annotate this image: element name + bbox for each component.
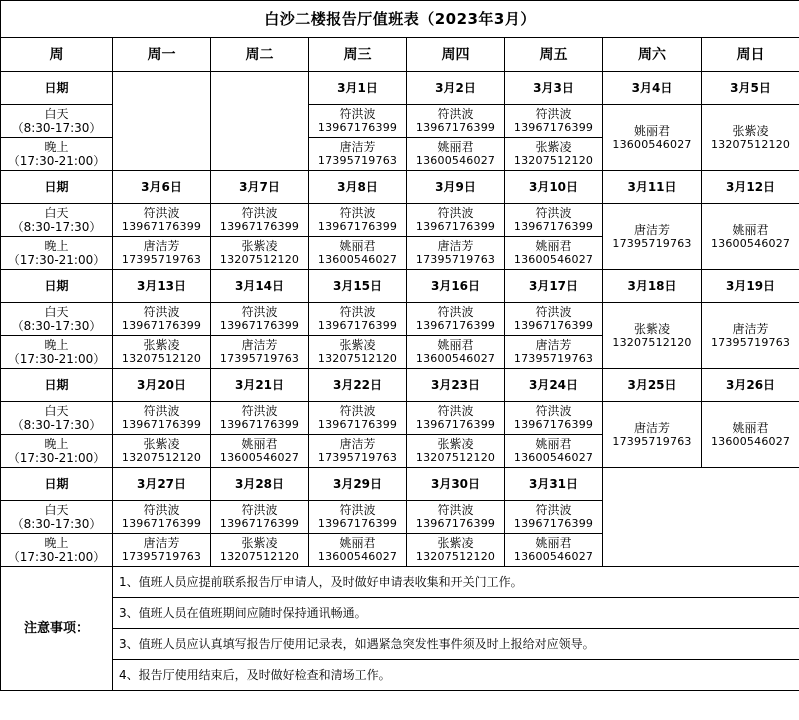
duty-person-phone: 13967176399 (219, 418, 300, 431)
note-item: 3、值班人员应认真填写报告厅使用记录表，如遇紧急突发性事件须及时上报给对应领导。 (113, 629, 799, 660)
duty-slot (407, 336, 505, 369)
date-cell: 3月11日 (603, 171, 702, 204)
date-cell: 3月1日 (309, 72, 407, 105)
day-shift-row (1, 204, 799, 237)
duty-slot (211, 402, 309, 435)
shift-name: 晚上 (44, 239, 69, 253)
duty-slot (407, 138, 505, 171)
day-shift-row (1, 303, 799, 336)
duty-person-name: 符洪波 (535, 107, 572, 121)
duty-person-phone: 13600546027 (513, 451, 594, 464)
shift-time: （8:30-17:30） (11, 319, 102, 333)
duty-person-name: 符洪波 (143, 206, 180, 220)
duty-person-phone: 13967176399 (415, 220, 496, 233)
date-cell: 3月7日 (211, 171, 309, 204)
duty-slot (309, 402, 407, 435)
weekend-duty-slot (603, 402, 702, 468)
duty-person-name: 姚丽君 (732, 222, 769, 237)
date-cell: 3月8日 (309, 171, 407, 204)
duty-person-name: 姚丽君 (535, 239, 572, 253)
duty-slot (505, 105, 603, 138)
date-cell: 3月4日 (603, 72, 702, 105)
date-cell: 3月22日 (309, 369, 407, 402)
duty-slot (113, 237, 211, 270)
duty-slot (113, 336, 211, 369)
day-shift-label (1, 402, 113, 435)
weekend-duty-slot (603, 204, 702, 270)
duty-person-name: 唐洁芳 (143, 239, 180, 253)
duty-slot (309, 204, 407, 237)
duty-slot (211, 336, 309, 369)
shift-name: 白天 (44, 206, 69, 220)
date-cell: 3月12日 (702, 171, 799, 204)
duty-person-phone: 13207512120 (317, 352, 398, 365)
day-header: 周二 (211, 38, 309, 72)
blank-area (603, 468, 799, 567)
duty-person-name: 符洪波 (437, 305, 474, 319)
duty-person-name: 符洪波 (339, 107, 376, 121)
duty-person-phone: 17395719763 (612, 434, 692, 448)
duty-slot (407, 534, 505, 567)
date-row (1, 270, 799, 303)
duty-person-name: 符洪波 (437, 503, 474, 517)
duty-slot (505, 303, 603, 336)
shift-time: （17:30-21:00） (7, 154, 106, 168)
duty-slot (407, 204, 505, 237)
note-item: 4、报告厅使用结束后，及时做好检查和清场工作。 (113, 660, 799, 691)
duty-person-phone: 13600546027 (415, 154, 496, 167)
duty-person-phone: 17395719763 (219, 352, 300, 365)
duty-slot (309, 105, 407, 138)
duty-person-phone: 13967176399 (415, 517, 496, 530)
duty-person-phone: 13600546027 (612, 137, 692, 151)
duty-person-phone: 13600546027 (513, 253, 594, 266)
duty-person-name: 唐洁芳 (633, 222, 670, 237)
duty-person-phone: 13600546027 (710, 434, 791, 448)
note-row (1, 629, 799, 660)
weekend-duty-slot (702, 105, 799, 171)
date-cell: 3月3日 (505, 72, 603, 105)
shift-time: （8:30-17:30） (11, 220, 102, 234)
duty-slot (113, 435, 211, 468)
duty-person-name: 符洪波 (339, 503, 376, 517)
duty-person-name: 张紫凌 (241, 239, 278, 253)
date-cell: 3月21日 (211, 369, 309, 402)
weekend-duty-slot (603, 303, 702, 369)
shift-name: 白天 (44, 503, 69, 517)
night-shift-label (1, 336, 113, 369)
duty-person-phone: 13207512120 (415, 451, 496, 464)
date-cell: 3月2日 (407, 72, 505, 105)
duty-person-phone: 13967176399 (121, 418, 202, 431)
duty-person-phone: 17395719763 (317, 451, 398, 464)
duty-slot (309, 435, 407, 468)
duty-slot (211, 435, 309, 468)
date-cell: 3月25日 (603, 369, 702, 402)
date-cell: 3月16日 (407, 270, 505, 303)
duty-person-phone: 13967176399 (219, 319, 300, 332)
duty-person-phone: 13207512120 (415, 550, 496, 563)
duty-person-name: 唐洁芳 (241, 338, 278, 352)
duty-slot (211, 204, 309, 237)
date-cell: 3月27日 (113, 468, 211, 501)
duty-person-phone: 13967176399 (121, 220, 202, 233)
duty-person-phone: 13967176399 (415, 418, 496, 431)
duty-person-phone: 17395719763 (710, 335, 791, 349)
empty-date-cell (113, 72, 211, 171)
duty-person-name: 姚丽君 (241, 437, 278, 451)
duty-slot (309, 303, 407, 336)
duty-person-name: 符洪波 (535, 206, 572, 220)
night-shift-label (1, 435, 113, 468)
duty-person-phone: 13600546027 (415, 352, 496, 365)
duty-slot (505, 534, 603, 567)
duty-slot (113, 534, 211, 567)
date-cell: 3月24日 (505, 369, 603, 402)
shift-name: 晚上 (44, 338, 69, 352)
duty-person-phone: 13207512120 (219, 253, 300, 266)
duty-slot (505, 501, 603, 534)
weekend-duty-slot (702, 204, 799, 270)
duty-slot (505, 402, 603, 435)
duty-person-phone: 13967176399 (121, 517, 202, 530)
duty-person-name: 唐洁芳 (339, 140, 376, 154)
duty-slot (407, 105, 505, 138)
duty-person-name: 符洪波 (535, 503, 572, 517)
duty-person-phone: 13967176399 (513, 220, 594, 233)
date-row-label: 日期 (1, 468, 113, 501)
duty-person-name: 张紫凌 (143, 437, 180, 451)
duty-person-phone: 13967176399 (415, 319, 496, 332)
date-cell: 3月17日 (505, 270, 603, 303)
date-cell: 3月6日 (113, 171, 211, 204)
duty-slot (211, 501, 309, 534)
date-cell: 3月29日 (309, 468, 407, 501)
duty-person-name: 姚丽君 (339, 239, 376, 253)
date-row (1, 369, 799, 402)
date-row (1, 468, 799, 501)
shift-time: （8:30-17:30） (11, 418, 102, 432)
duty-person-phone: 17395719763 (317, 154, 398, 167)
day-header: 周四 (407, 38, 505, 72)
duty-person-phone: 13600546027 (710, 236, 791, 250)
day-shift-label (1, 204, 113, 237)
date-cell: 3月28日 (211, 468, 309, 501)
duty-person-name: 符洪波 (143, 305, 180, 319)
day-header: 周一 (113, 38, 211, 72)
duty-slot (407, 237, 505, 270)
duty-person-name: 符洪波 (339, 404, 376, 418)
duty-person-phone: 13967176399 (513, 121, 594, 134)
date-cell: 3月18日 (603, 270, 702, 303)
duty-slot (505, 237, 603, 270)
duty-slot (211, 303, 309, 336)
duty-person-phone: 13967176399 (513, 517, 594, 530)
duty-person-name: 张紫凌 (339, 338, 376, 352)
duty-person-name: 姚丽君 (437, 338, 474, 352)
duty-person-name: 姚丽君 (633, 123, 670, 138)
shift-name: 晚上 (44, 140, 69, 154)
duty-person-name: 唐洁芳 (535, 338, 572, 352)
duty-person-phone: 17395719763 (612, 236, 692, 250)
date-cell: 3月10日 (505, 171, 603, 204)
day-header: 周六 (603, 38, 702, 72)
duty-person-name: 张紫凌 (143, 338, 180, 352)
duty-person-phone: 13207512120 (612, 335, 692, 349)
duty-person-name: 张紫凌 (241, 536, 278, 550)
duty-person-name: 姚丽君 (535, 437, 572, 451)
duty-person-phone: 13207512120 (710, 137, 791, 151)
day-shift-label (1, 105, 113, 138)
duty-person-phone: 13600546027 (219, 451, 300, 464)
duty-person-name: 张紫凌 (535, 140, 572, 154)
duty-person-name: 张紫凌 (437, 536, 474, 550)
duty-person-phone: 13207512120 (513, 154, 594, 167)
duty-person-name: 姚丽君 (437, 140, 474, 154)
duty-person-name: 唐洁芳 (732, 321, 769, 336)
empty-date-cell (211, 72, 309, 171)
date-cell: 3月23日 (407, 369, 505, 402)
duty-person-phone: 13967176399 (219, 517, 300, 530)
duty-slot (505, 138, 603, 171)
shift-time: （8:30-17:30） (11, 121, 102, 135)
date-cell: 3月15日 (309, 270, 407, 303)
date-row-label: 日期 (1, 270, 113, 303)
day-header: 周日 (702, 38, 799, 72)
duty-slot (113, 303, 211, 336)
duty-person-name: 符洪波 (339, 206, 376, 220)
duty-person-phone: 17395719763 (415, 253, 496, 266)
duty-person-name: 张紫凌 (633, 321, 670, 336)
duty-slot (309, 336, 407, 369)
duty-slot (113, 501, 211, 534)
date-cell: 3月26日 (702, 369, 799, 402)
duty-person-phone: 13967176399 (513, 319, 594, 332)
weekday-header-row (1, 38, 799, 72)
duty-person-phone: 13967176399 (317, 121, 398, 134)
duty-person-name: 符洪波 (241, 503, 278, 517)
duty-person-phone: 13207512120 (219, 550, 300, 563)
duty-person-name: 符洪波 (437, 404, 474, 418)
duty-person-name: 符洪波 (437, 107, 474, 121)
duty-person-phone: 17395719763 (121, 253, 202, 266)
weekend-duty-slot (702, 303, 799, 369)
duty-slot (211, 534, 309, 567)
duty-person-name: 符洪波 (535, 305, 572, 319)
duty-slot (505, 204, 603, 237)
duty-slot (309, 501, 407, 534)
note-row (1, 567, 799, 598)
duty-slot (505, 336, 603, 369)
date-row (1, 72, 799, 105)
duty-slot (113, 402, 211, 435)
duty-person-name: 符洪波 (143, 404, 180, 418)
duty-person-name: 符洪波 (241, 206, 278, 220)
notes-label: 注意事项： (1, 567, 113, 691)
date-row-label: 日期 (1, 171, 113, 204)
night-shift-label (1, 237, 113, 270)
shift-name: 晚上 (44, 437, 69, 451)
page-title: 白沙二楼报告厅值班表（2023年3月） (1, 1, 799, 38)
duty-slot (407, 501, 505, 534)
duty-person-phone: 13967176399 (317, 319, 398, 332)
duty-person-phone: 17395719763 (121, 550, 202, 563)
date-cell: 3月19日 (702, 270, 799, 303)
weekend-duty-slot (702, 402, 799, 468)
duty-slot (407, 435, 505, 468)
duty-slot (113, 204, 211, 237)
date-cell: 3月31日 (505, 468, 603, 501)
duty-slot (505, 435, 603, 468)
duty-person-phone: 13207512120 (121, 352, 202, 365)
duty-person-phone: 13207512120 (121, 451, 202, 464)
duty-slot (309, 534, 407, 567)
week-label: 周 (1, 38, 113, 72)
duty-person-phone: 13967176399 (513, 418, 594, 431)
shift-time: （17:30-21:00） (7, 352, 106, 366)
duty-person-phone: 13967176399 (121, 319, 202, 332)
shift-name: 白天 (44, 404, 69, 418)
date-cell: 3月9日 (407, 171, 505, 204)
duty-person-name: 符洪波 (437, 206, 474, 220)
shift-time: （17:30-21:00） (7, 550, 106, 564)
duty-person-phone: 13600546027 (317, 253, 398, 266)
duty-person-name: 符洪波 (339, 305, 376, 319)
night-shift-label (1, 138, 113, 171)
duty-person-phone: 13967176399 (219, 220, 300, 233)
duty-person-phone: 13967176399 (317, 517, 398, 530)
night-shift-label (1, 534, 113, 567)
shift-name: 晚上 (44, 536, 69, 550)
day-shift-label (1, 303, 113, 336)
duty-person-name: 张紫凌 (437, 437, 474, 451)
duty-person-name: 姚丽君 (339, 536, 376, 550)
duty-slot (309, 237, 407, 270)
duty-person-phone: 13967176399 (317, 220, 398, 233)
duty-person-name: 唐洁芳 (339, 437, 376, 451)
weekend-duty-slot (603, 105, 702, 171)
duty-person-phone: 17395719763 (513, 352, 594, 365)
duty-slot (407, 303, 505, 336)
duty-person-phone: 13600546027 (513, 550, 594, 563)
note-row (1, 598, 799, 629)
duty-person-phone: 13967176399 (415, 121, 496, 134)
duty-slot (309, 138, 407, 171)
shift-time: （17:30-21:00） (7, 451, 106, 465)
date-row (1, 171, 799, 204)
duty-person-phone: 13967176399 (317, 418, 398, 431)
day-shift-label (1, 501, 113, 534)
note-item: 1、值班人员应提前联系报告厅申请人，及时做好申请表收集和开关门工作。 (113, 567, 799, 598)
duty-person-name: 符洪波 (241, 404, 278, 418)
duty-person-name: 姚丽君 (732, 420, 769, 435)
date-cell: 3月20日 (113, 369, 211, 402)
note-item: 3、值班人员在值班期间应随时保持通讯畅通。 (113, 598, 799, 629)
day-shift-row (1, 402, 799, 435)
shift-time: （17:30-21:00） (7, 253, 106, 267)
date-cell: 3月13日 (113, 270, 211, 303)
shift-name: 白天 (44, 305, 69, 319)
date-cell: 3月14日 (211, 270, 309, 303)
date-cell: 3月5日 (702, 72, 799, 105)
date-cell: 3月30日 (407, 468, 505, 501)
shift-time: （8:30-17:30） (11, 517, 102, 531)
duty-person-name: 张紫凌 (732, 123, 769, 138)
day-header: 周五 (505, 38, 603, 72)
duty-slot (211, 237, 309, 270)
duty-person-name: 唐洁芳 (143, 536, 180, 550)
duty-person-phone: 13600546027 (317, 550, 398, 563)
duty-person-name: 符洪波 (535, 404, 572, 418)
duty-person-name: 符洪波 (241, 305, 278, 319)
duty-person-name: 唐洁芳 (633, 420, 670, 435)
note-row (1, 660, 799, 691)
duty-slot (407, 402, 505, 435)
date-row-label: 日期 (1, 369, 113, 402)
date-row-label: 日期 (1, 72, 113, 105)
duty-person-name: 符洪波 (143, 503, 180, 517)
duty-person-name: 姚丽君 (535, 536, 572, 550)
day-header: 周三 (309, 38, 407, 72)
duty-person-name: 唐洁芳 (437, 239, 474, 253)
shift-name: 白天 (44, 107, 69, 121)
